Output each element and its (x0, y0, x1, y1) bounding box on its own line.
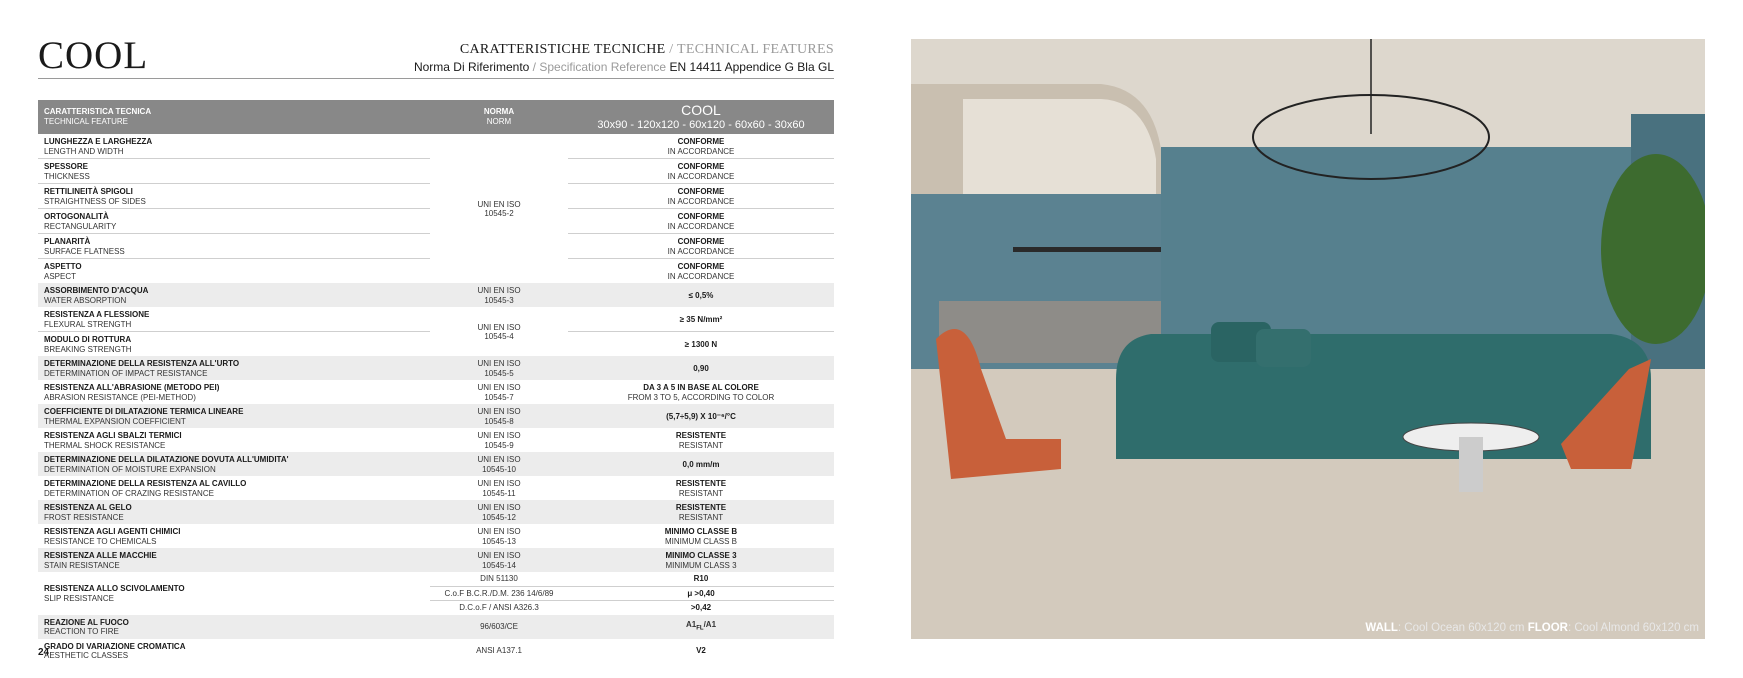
value-cell (568, 452, 834, 476)
slip-norm-din: DIN 51130 (430, 572, 568, 586)
value-cell (568, 134, 834, 159)
norm-cell (430, 283, 568, 307)
value-cell (568, 209, 834, 234)
feature-it: DETERMINAZIONE DELLA DILATAZIONE DOVUTA ALL'UMIDITA' (44, 455, 289, 464)
norm-line-2: 10545-14 (482, 560, 516, 570)
feature-en: REACTION TO FIRE (44, 627, 119, 636)
feature-it: RESISTENZA AL GELO (44, 503, 132, 512)
table-base (1459, 437, 1483, 492)
kitchen-shelf (1013, 247, 1161, 252)
feature-en: FROST RESISTANCE (44, 512, 124, 522)
feature-cell (38, 209, 430, 234)
value-en: RESISTANT (678, 440, 724, 450)
value-it: ≤ 0,5% (688, 290, 714, 300)
value-it: RESISTENTE (675, 431, 727, 440)
value-cell (568, 639, 834, 663)
ref-value: EN 14411 Appendice G Bla GL (669, 60, 834, 74)
norm-cell (430, 307, 568, 356)
feature-cell (38, 134, 430, 159)
fire-class-tail: /A1 (703, 619, 717, 629)
table-row (38, 428, 834, 452)
table-row (38, 548, 834, 572)
value-it: CONFORME (677, 137, 725, 146)
value-cell (568, 259, 834, 284)
norm-line-2: 10545-7 (484, 392, 514, 402)
slip-value-ansi: >0,42 (690, 603, 712, 612)
feature-it: RESISTENZA AGLI SBALZI TERMICI (44, 431, 182, 440)
value-en: IN ACCORDANCE (667, 271, 735, 281)
norm-cell (430, 452, 568, 476)
feature-cell (38, 184, 430, 209)
value-it: MINIMO CLASSE B (664, 527, 738, 536)
brand-title: COOL (38, 34, 149, 77)
caption-wall-label: WALL (1365, 622, 1398, 634)
feature-it: DETERMINAZIONE DELLA RESISTENZA ALL'URTO (44, 359, 240, 368)
feature-it: RETTILINEITÀ SPIGOLI (44, 187, 133, 196)
feature-en: RESISTANCE TO CHEMICALS (44, 536, 157, 546)
header-feature (38, 100, 430, 134)
norm-cell (430, 134, 568, 283)
feature-it: DETERMINAZIONE DELLA RESISTENZA AL CAVILLO (44, 479, 247, 488)
ref-label-it: Norma Di Riferimento (413, 60, 530, 74)
feature-cell (38, 332, 430, 357)
value-it: 0,90 (693, 363, 709, 373)
norm-cell (430, 524, 568, 548)
feature-cell (38, 548, 430, 572)
header-title (414, 42, 834, 58)
norm-line-1: UNI EN ISO (477, 455, 521, 464)
norm-cell (430, 476, 568, 500)
value-it: CONFORME (677, 162, 725, 171)
header-reference (414, 60, 834, 74)
value-cell (568, 428, 834, 452)
value-cell (568, 548, 834, 572)
norm-line-1: UNI EN ISO (477, 322, 521, 332)
header-product-sizes: 30x90 - 120x120 - 60x120 - 60x60 - 30x60 (597, 118, 805, 131)
feature-cell (38, 159, 430, 184)
value-en: IN ACCORDANCE (667, 221, 735, 231)
norm-line-2: 10545-10 (482, 464, 516, 474)
norm-cell (430, 500, 568, 524)
norm-cell (430, 404, 568, 428)
value-en: IN ACCORDANCE (667, 196, 735, 206)
header-norm-en: NORM (486, 117, 512, 126)
value-it: CONFORME (677, 262, 725, 271)
feature-cell (38, 404, 430, 428)
caption-floor: : Cool Almond 60x120 cm (1567, 622, 1699, 634)
feature-en: THICKNESS (44, 171, 90, 181)
table-row (38, 500, 834, 524)
value-it: RESISTENTE (675, 479, 727, 488)
table-row (38, 476, 834, 500)
feature-cell (38, 476, 430, 500)
norm-line-2: 10545-11 (482, 488, 516, 498)
value-en: IN ACCORDANCE (667, 246, 735, 256)
value-en: IN ACCORDANCE (667, 146, 735, 156)
feature-it: LUNGHEZZA E LARGHEZZA (44, 137, 153, 146)
value-cell (568, 524, 834, 548)
feature-it: PLANARITÀ (44, 237, 91, 246)
table-row (38, 639, 834, 663)
feature-it: RESISTENZA AGLI AGENTI CHIMICI (44, 527, 181, 536)
feature-en: DETERMINATION OF CRAZING RESISTANCE (44, 488, 214, 498)
feature-it: ASSORBIMENTO D'ACQUA (44, 286, 149, 295)
feature-cell (38, 356, 430, 380)
feature-it: REAZIONE AL FUOCO (44, 617, 129, 627)
feature-cell (38, 380, 430, 404)
norm-cell (430, 380, 568, 404)
value-en: IN ACCORDANCE (667, 171, 735, 181)
norm-line-1: UNI EN ISO (477, 407, 521, 416)
slip-norm-ansi: D.C.o.F / ANSI A326.3 (459, 603, 539, 612)
feature-en: DETERMINATION OF MOISTURE EXPANSION (44, 464, 216, 474)
table-row (38, 283, 834, 307)
caption-floor-label: FLOOR (1527, 622, 1568, 634)
value-it: ≥ 35 N/mm² (679, 314, 723, 324)
value-cell (568, 615, 834, 639)
feature-en: THERMAL EXPANSION COEFFICIENT (44, 416, 186, 426)
feature-it: MODULO DI ROTTURA (44, 335, 132, 344)
feature-it: RESISTENZA ALL'ABRASIONE (METODO PEI) (44, 383, 220, 392)
header-norm (430, 100, 568, 134)
feature-cell (38, 234, 430, 259)
value-en: RESISTANT (678, 512, 724, 522)
fire-class: A1 (685, 619, 697, 629)
header-divider (38, 78, 834, 79)
norm-text: UNI EN ISO 10545-2 (477, 199, 521, 218)
norm-line-1: UNI EN ISO (477, 503, 521, 512)
feature-en: RECTANGULARITY (44, 221, 117, 231)
value-it: CONFORME (677, 212, 725, 221)
feature-en: FLEXURAL STRENGTH (44, 319, 132, 329)
value-cell (568, 404, 834, 428)
norm-line-1: UNI EN ISO (477, 431, 521, 440)
feature-cell (38, 524, 430, 548)
norm-line-2: 10545-12 (482, 512, 516, 522)
norm-line-1: UNI EN ISO (477, 527, 521, 536)
value-it: CONFORME (677, 237, 725, 246)
norm-line-2: 10545-8 (484, 416, 514, 426)
feature-it: RESISTENZA A FLESSIONE (44, 310, 150, 319)
value-cell (568, 380, 834, 404)
feature-cell (38, 615, 430, 639)
caption-wall: : Cool Ocean 60x120 cm (1397, 622, 1525, 634)
living-room-illustration (911, 39, 1705, 639)
value-cell (568, 356, 834, 380)
feature-it: GRADO DI VARIAZIONE CROMATICA (44, 641, 186, 651)
feature-en: STRAIGHTNESS OF SIDES (44, 196, 146, 206)
feature-en: SLIP RESISTANCE (44, 593, 114, 603)
value-en: MINIMUM CLASS B (664, 536, 737, 546)
value-it: (5,7÷5,9) X 10⁻⁶/°C (666, 411, 736, 421)
table-row (38, 307, 834, 332)
table-row (38, 452, 834, 476)
value-cell (568, 234, 834, 259)
feature-it: COEFFICIENTE DI DILATAZIONE TERMICA LINEARE (44, 407, 244, 416)
header-feature-en: TECHNICAL FEATURE (44, 117, 129, 126)
feature-en: STAIN RESISTANCE (44, 560, 120, 570)
interior-photo (911, 39, 1705, 639)
feature-cell (38, 572, 430, 615)
feature-cell (38, 307, 430, 332)
header-product-name: COOL (681, 101, 721, 118)
feature-en: BREAKING STRENGTH (44, 344, 132, 354)
table-row (38, 524, 834, 548)
feature-en: LENGTH AND WIDTH (44, 146, 124, 156)
norm-line-1: UNI EN ISO (477, 359, 521, 368)
feature-it: ASPETTO (44, 262, 82, 271)
feature-cell (38, 283, 430, 307)
feature-it: SPESSORE (44, 162, 89, 171)
technical-features-table (38, 100, 834, 663)
norm-cell (430, 548, 568, 572)
fire-class-sub: FL (696, 625, 704, 632)
value-en: MINIMUM CLASS 3 (665, 560, 737, 570)
sofa-cushion (1256, 329, 1311, 367)
value-it: V2 (696, 646, 706, 656)
value-it: MINIMO CLASSE 3 (665, 551, 737, 560)
norm-cell (430, 356, 568, 380)
slip-norm-bcr: C.o.F B.C.R./D.M. 236 14/6/89 (430, 586, 568, 601)
norm-line-2: 10545-13 (482, 536, 516, 546)
value-en: FROM 3 TO 5, ACCORDING TO COLOR (627, 392, 775, 402)
value-cell (568, 159, 834, 184)
feature-cell (38, 259, 430, 284)
header-title-en: TECHNICAL FEATURES (677, 42, 834, 57)
feature-en: SURFACE FLATNESS (44, 246, 125, 256)
value-cell (568, 307, 834, 332)
value-cell (568, 332, 834, 357)
header-product (568, 100, 834, 134)
header-feature-it: CARATTERISTICA TECNICA (44, 107, 152, 116)
header-block (414, 42, 834, 74)
feature-en: AESTHETIC CLASSES (44, 651, 129, 660)
slip-row (38, 572, 834, 586)
page-number: 24 (38, 647, 50, 658)
header-norm-it: NORMA (483, 107, 515, 116)
header-title-separator: / (665, 42, 678, 57)
table-row (38, 134, 834, 159)
feature-it: RESISTENZA ALLO SCIVOLAMENTO (44, 584, 185, 594)
ref-separator: / (529, 60, 540, 74)
value-it: CONFORME (677, 187, 725, 196)
value-cell (568, 283, 834, 307)
value-en: RESISTANT (678, 488, 724, 498)
feature-en: WATER ABSORPTION (44, 295, 127, 305)
table-row (38, 356, 834, 380)
slip-value-bcr: μ >0,40 (568, 586, 834, 601)
value-cell (568, 184, 834, 209)
feature-en: ABRASION RESISTANCE (PEI-METHOD) (44, 392, 196, 402)
value-cell (568, 500, 834, 524)
value-cell (568, 476, 834, 500)
value-it: ≥ 1300 N (684, 339, 718, 349)
table-row (38, 404, 834, 428)
norm-line-1: UNI EN ISO (477, 479, 521, 488)
spec-page (38, 0, 834, 678)
feature-en: THERMAL SHOCK RESISTANCE (44, 440, 166, 450)
norm-line-1: UNI EN ISO (477, 551, 521, 560)
value-it: 0,0 mm/m (682, 459, 720, 469)
slip-value-din: R10 (568, 572, 834, 586)
feature-cell (38, 452, 430, 476)
feature-cell (38, 500, 430, 524)
header-title-it: CARATTERISTICHE TECNICHE (459, 42, 666, 57)
table-row (38, 615, 834, 639)
norm-line-2: 10545-3 (484, 295, 514, 305)
feature-en: ASPECT (44, 271, 77, 281)
norm-line-1: UNI EN ISO (477, 286, 521, 295)
photo-caption (1365, 622, 1699, 634)
norm-cell: ANSI A137.1 (476, 646, 522, 656)
norm-line-2: 10545-4 (484, 332, 514, 341)
norm-line-2: 10545-9 (484, 440, 514, 450)
value-it: DA 3 A 5 IN BASE AL COLORE (643, 383, 759, 392)
norm-line-2: 10545-5 (484, 368, 514, 378)
value-it: RESISTENTE (675, 503, 727, 512)
table-header-row (38, 100, 834, 134)
norm-cell: 96/603/CE (430, 615, 568, 639)
feature-cell (38, 639, 430, 663)
feature-en: DETERMINATION OF IMPACT RESISTANCE (44, 368, 208, 378)
norm-cell (430, 428, 568, 452)
table-row (38, 380, 834, 404)
ref-label-en: Specification Reference (539, 60, 667, 74)
feature-it: RESISTENZA ALLE MACCHIE (44, 551, 157, 560)
norm-line-1: UNI EN ISO (477, 383, 521, 392)
feature-it: ORTOGONALITÀ (44, 212, 109, 221)
feature-cell (38, 428, 430, 452)
